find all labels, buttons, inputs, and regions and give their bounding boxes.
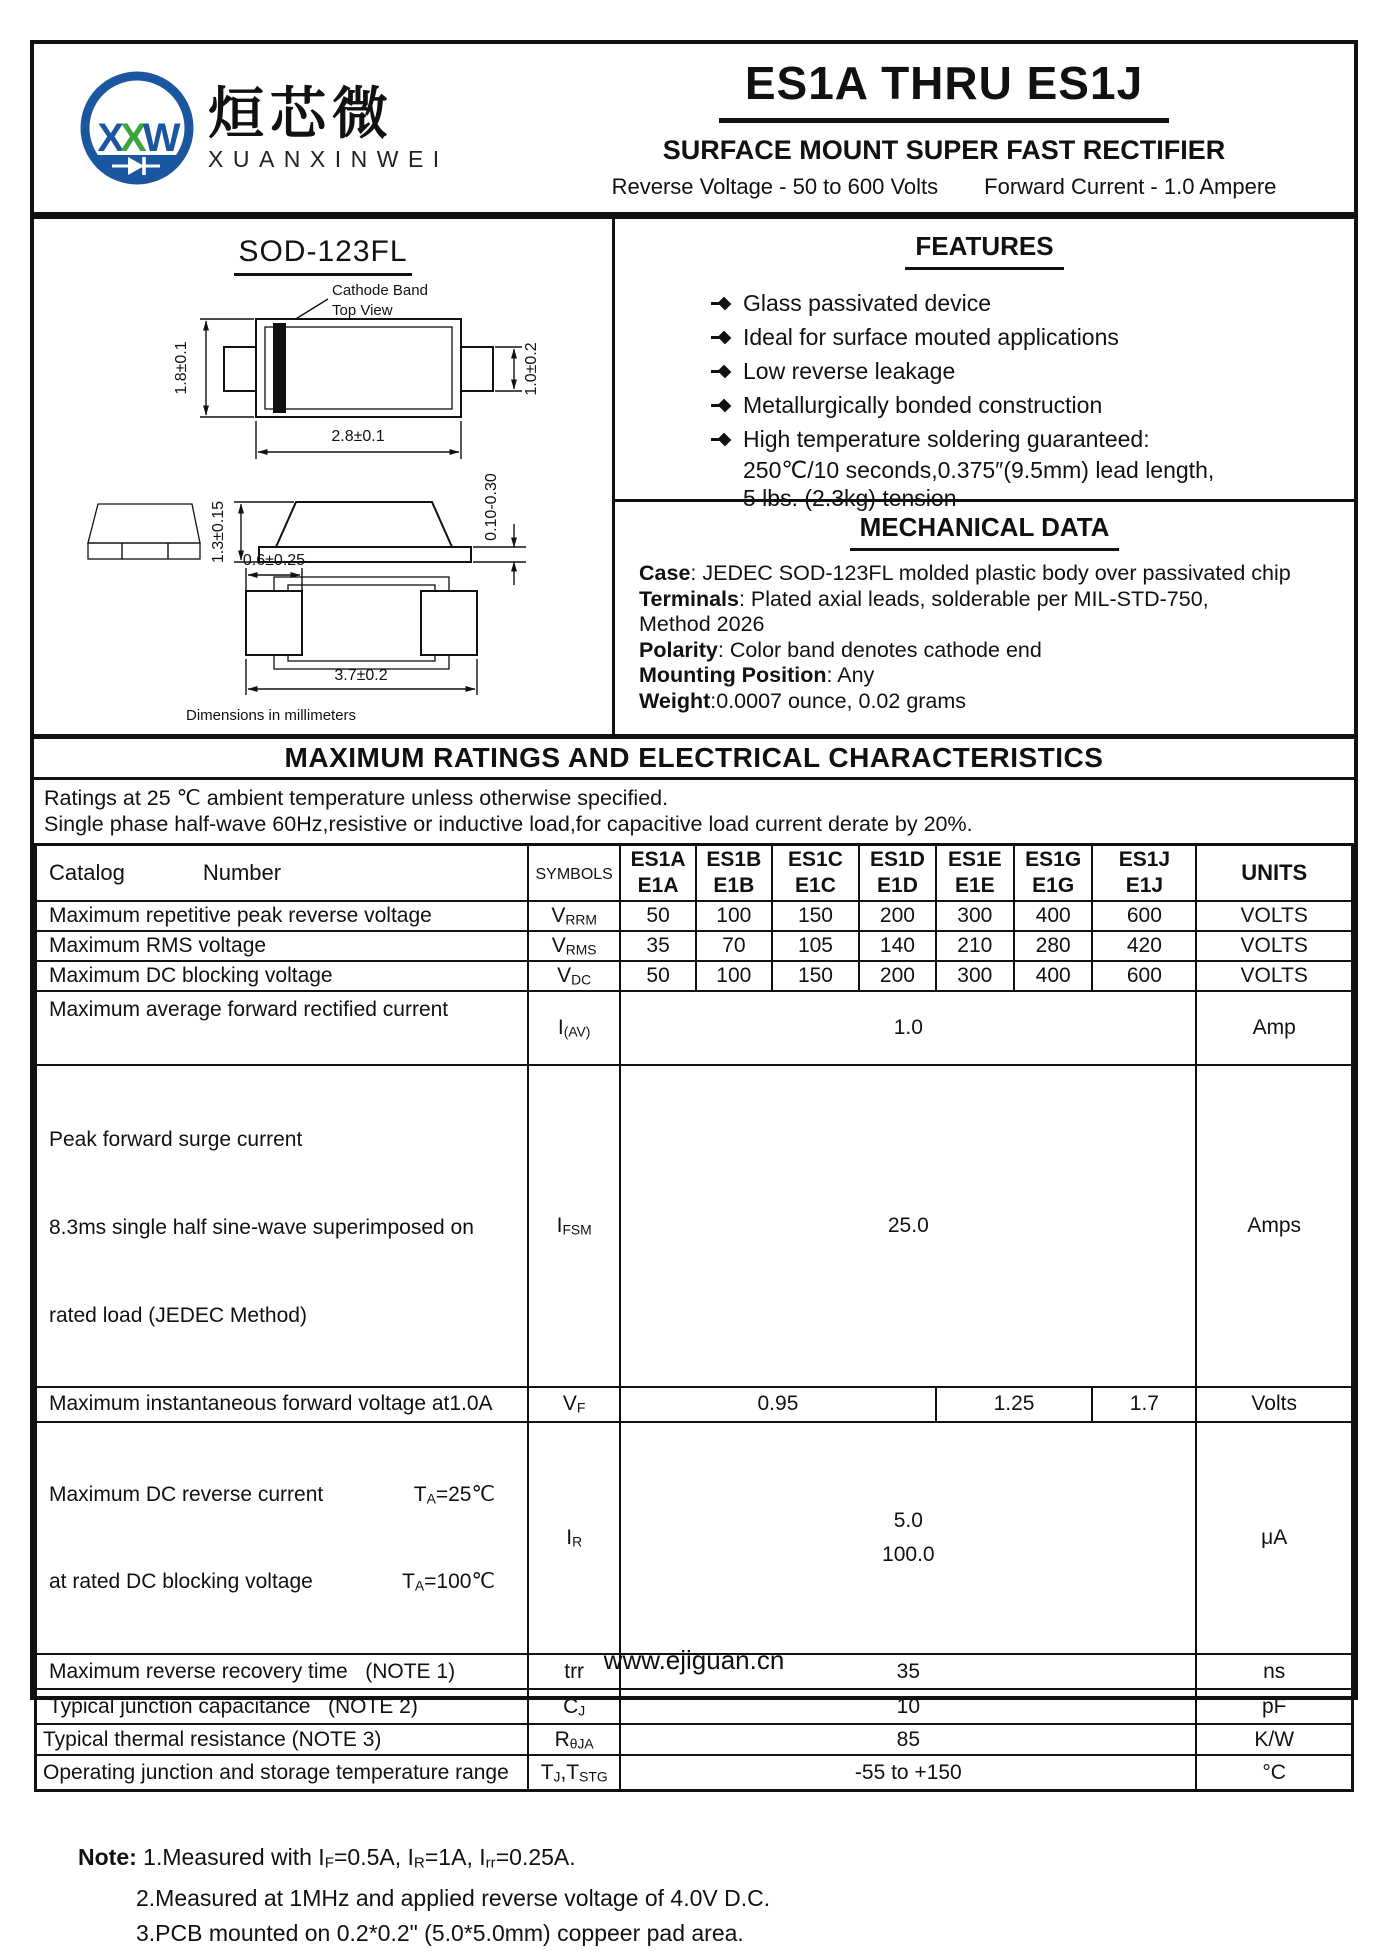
footer-url: www.ejiguan.cn [603, 1645, 785, 1675]
body-columns [34, 219, 1354, 734]
svg-text:1.0±0.2: 1.0±0.2 [523, 342, 540, 396]
logo-latin-name: XUANXINWEI [208, 145, 449, 172]
ratings-conditions [34, 780, 1354, 843]
part-column-header: ES1D E1D [859, 845, 935, 901]
dimensions-note: Dimensions in millimeters [186, 707, 357, 724]
part-column-header: ES1C E1C [772, 845, 860, 901]
table-row-rthja: Typical thermal resistance (NOTE 3) RθJA 85 K/W [36, 1724, 1353, 1755]
page-frame [30, 40, 1358, 1946]
svg-text:2.8±0.1: 2.8±0.1 [331, 428, 385, 445]
table-row-vrms: Maximum RMS voltage VRMS 35 70 105 140 210 280 420 VOLTS [36, 931, 1353, 961]
notes-section [78, 1840, 1354, 1951]
features-list [711, 286, 1354, 456]
title-block [574, 56, 1354, 200]
note-line-2: 2.Measured at 1MHz and applied reverse voltage of 4.0V D.C. [136, 1884, 771, 1911]
info-panel [612, 219, 1354, 734]
feature-item: Metallurgically bonded construction [711, 388, 1354, 422]
part-column-header: ES1G E1G [1014, 845, 1092, 901]
mechanical-data-section [615, 499, 1354, 734]
diamond-bullet-icon [711, 365, 731, 377]
part-range-title: ES1A THRU ES1J [719, 56, 1169, 123]
iso-view [88, 504, 200, 559]
package-outline-drawing [34, 219, 612, 734]
part-column-header: ES1E E1E [936, 845, 1014, 901]
logo-chinese-name: 烜芯微 [208, 81, 394, 145]
table-row-trr: Maximum reverse recovery time (NOTE 1) trr 35 ns [36, 1654, 1353, 1689]
svg-text:0.6±0.25: 0.6±0.25 [242, 552, 306, 569]
table-row-iav: Maximum average forward rectified current I(AV) 1.0 Amp [36, 991, 1353, 1065]
table-row-vdc: Maximum DC blocking voltage VDC 50 100 150 200 300 400 600 VOLTS [36, 961, 1353, 991]
bottom-view [243, 552, 477, 695]
features-section [615, 219, 1354, 511]
svg-text:0.10-0.30: 0.10-0.30 [483, 473, 500, 541]
ratings-section-heading: MAXIMUM RATINGS AND ELECTRICAL CHARACTERISTICS [34, 734, 1354, 780]
table-row-ifsm: Peak forward surge current 8.3ms single half sine-wave superimposed on rated load (JEDEC Method) IFSM 25.0 Amps [36, 1065, 1353, 1387]
device-type-subtitle: SURFACE MOUNT SUPER FAST RECTIFIER [662, 135, 1226, 165]
top-view [173, 319, 540, 459]
mech-line: Weight:0.0007 ounce, 0.02 grams [639, 688, 967, 713]
feature-item: Glass passivated device [711, 286, 1354, 320]
svg-text:Cathode Band: Cathode Band [332, 282, 428, 299]
forward-current-rating: Forward Current - 1.0 Ampere [984, 174, 1277, 199]
logo-mark-icon [76, 65, 198, 191]
table-header-row [36, 845, 1353, 901]
package-name: SOD-123FL [34, 235, 612, 276]
mechanical-data-heading: MECHANICAL DATA [615, 512, 1354, 551]
company-logo [34, 65, 574, 191]
units-header: UNITS [1196, 845, 1352, 901]
table-row-cj: Typical junction capacitance (NOTE 2) CJ 10 pF [36, 1689, 1353, 1724]
mech-line: Polarity: Color band denotes cathode end [639, 637, 1042, 662]
header [34, 44, 1354, 212]
reverse-voltage-range: Reverse Voltage - 50 to 600 Volts [611, 174, 939, 199]
table-row-ir: Maximum DC reverse current TA=25℃ at rated DC blocking voltage TA=100℃ IR 5.0 100.0 μA [36, 1422, 1353, 1655]
catalog-number-header: Catalog Number [36, 845, 529, 901]
ratings-condition-2: Single phase half-wave 60Hz,resistive or inductive load,for capacitive load current derate by 20%. [44, 812, 973, 836]
mech-line: Method 2026 [639, 612, 765, 636]
feature-item: Low reverse leakage [711, 354, 1354, 388]
mech-line: Case: JEDEC SOD-123FL molded plastic body over passivated chip [639, 561, 1291, 585]
mech-line: Mounting Position: Any [639, 663, 875, 687]
symbols-header: SYMBOLS [528, 845, 620, 901]
diamond-bullet-icon [711, 331, 731, 343]
diamond-bullet-icon [711, 297, 731, 309]
diamond-bullet-icon [711, 433, 731, 445]
package-drawing-panel [34, 219, 612, 734]
feature-continuation: 250℃/10 seconds,0.375″(9.5mm) lead length, [743, 457, 1215, 483]
svg-text:Top View: Top View [332, 302, 393, 319]
mechanical-data-text [639, 561, 1354, 714]
ratings-condition-1: Ratings at 25 ℃ ambient temperature unless otherwise specified. [44, 786, 669, 810]
header-divider [34, 212, 1354, 219]
ratings-tagline [574, 174, 1314, 200]
table-row-vf: Maximum instantaneous forward voltage at1.0A VF 0.95 1.25 1.7 Volts [36, 1387, 1353, 1422]
mech-line: Terminals: Plated axial leads, solderable per MIL-STD-750, [639, 586, 1209, 611]
part-column-header: ES1J E1J [1092, 845, 1196, 901]
note-line-1: Note: 1.Measured with IF=0.5A, IR=1A, Irr=0.25A. [78, 1843, 576, 1872]
svg-text:1.3±0.15: 1.3±0.15 [210, 500, 227, 564]
diamond-bullet-icon [711, 399, 731, 411]
features-heading: FEATURES [615, 231, 1354, 270]
part-column-header: ES1B E1B [696, 845, 772, 901]
feature-item: High temperature soldering guaranteed: [711, 422, 1354, 456]
note-line-3: 3.PCB mounted on 0.2*0.2" (5.0*5.0mm) coppeer pad area. [136, 1919, 744, 1946]
part-column-header: ES1A E1A [620, 845, 696, 901]
feature-item: Ideal for surface mouted applications [711, 320, 1354, 354]
table-row-vrrm: Maximum repetitive peak reverse voltage VRRM 50 100 150 200 300 400 600 VOLTS [36, 901, 1353, 931]
feature-continuation: 5 lbs. (2.3kg) tension [743, 485, 957, 511]
svg-text:3.7±0.2: 3.7±0.2 [334, 667, 388, 684]
table-row-tj-tstg: Operating junction and storage temperature range TJ,TSTG -55 to +150 °C [36, 1755, 1353, 1790]
svg-text:1.8±0.1: 1.8±0.1 [173, 341, 190, 395]
svg-text:XXW: XXW [97, 116, 177, 160]
